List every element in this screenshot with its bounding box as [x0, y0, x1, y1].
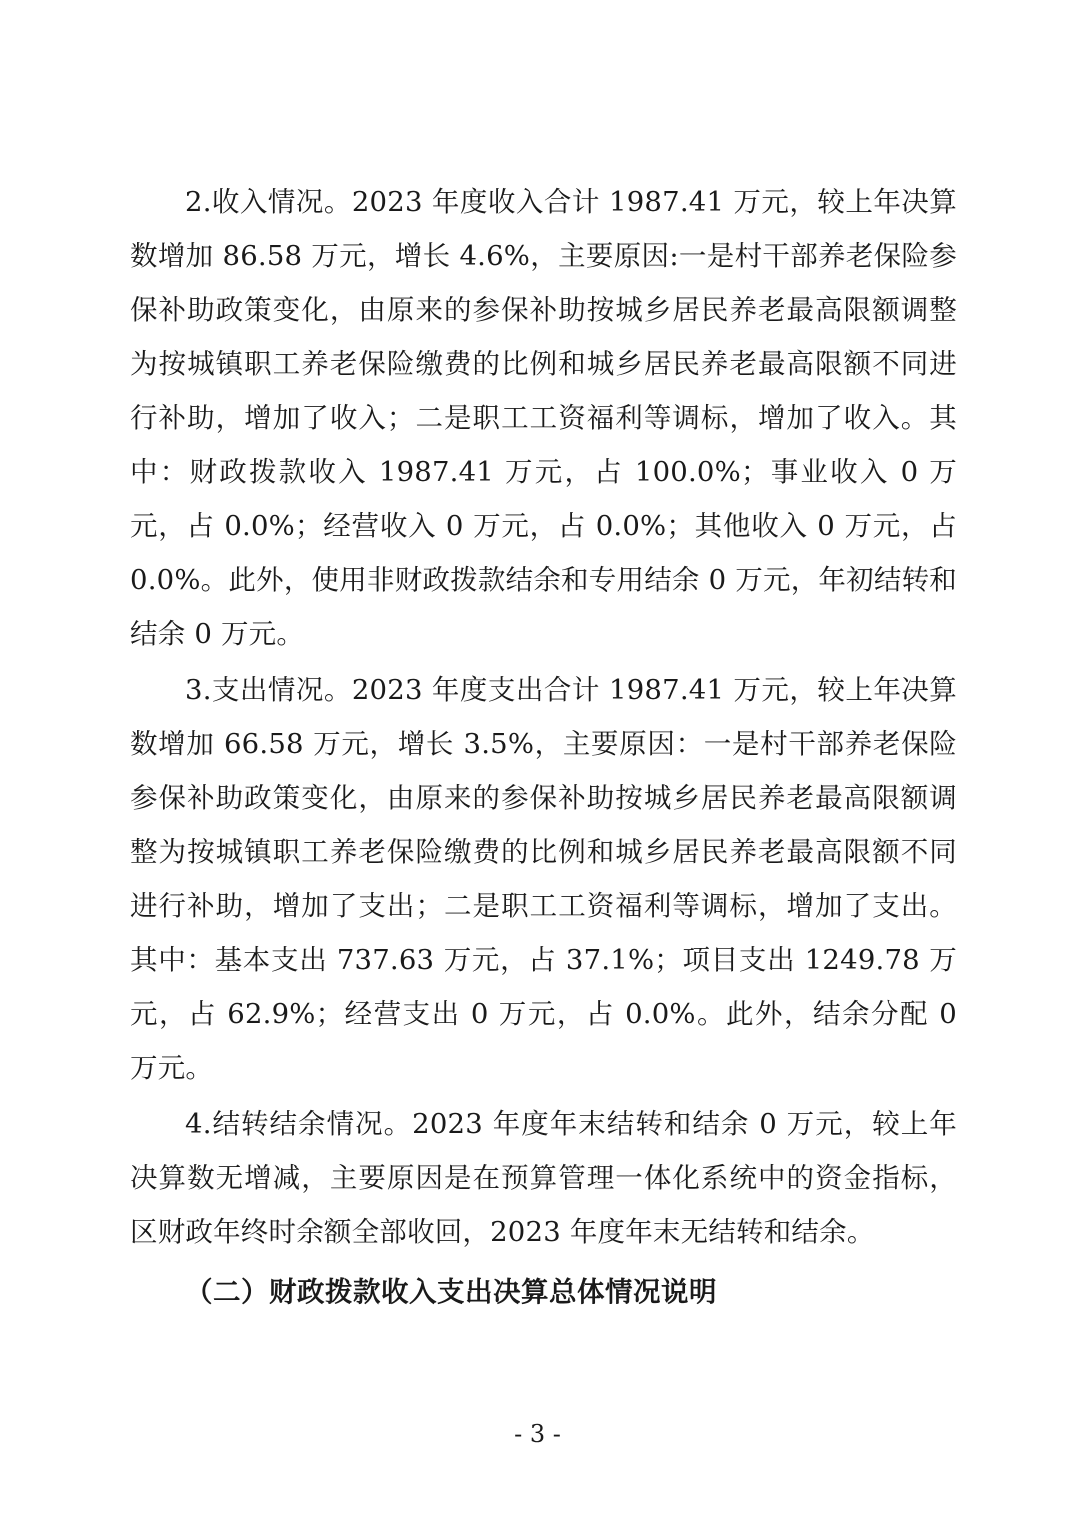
paragraph-income-situation: 2.收入情况。2023 年度收入合计 1987.41 万元，较上年决算数增加 86.58 万元，增长 4.6%，主要原因:一是村干部养老保险参保补助政策变化，由原来的参保补助按城乡居民养老最高限额调整为按城镇职工养老保险缴费的比例和城乡居民养老最高限额不同进行补助，增加了收入；二是职工工资福利等调标，增加了收入。其中：财政拨款收入 1987.41 万元，占 100.0%；事业收入 0 万元，占 0.0%；经营收入 0 万元，占 0.0%；其他收入 0 万元，占 0.0%。此外，使用非财政拨款结余和专用结余 0 万元，年初结转和结余 0 万元。	[130, 186, 957, 650]
document-body	[130, 175, 957, 1319]
paragraph-carryover-balance: 4.结转结余情况。2023 年度年末结转和结余 0 万元，较上年决算数无增减，主要原因是在预算管理一体化系统中的资金指标，区财政年终时余额全部收回，2023 年度年末无结转和结余。	[130, 1108, 957, 1248]
page-number: - 3 -	[514, 1420, 561, 1448]
section-heading-financial-allocation: （二）财政拨款收入支出决算总体情况说明	[185, 1276, 717, 1308]
paragraph-expenditure-situation: 3.支出情况。2023 年度支出合计 1987.41 万元，较上年决算数增加 66.58 万元，增长 3.5%，主要原因：一是村干部养老保险参保补助政策变化，由原来的参保补助按城乡居民养老最高限额调整为按城镇职工养老保险缴费的比例和城乡居民养老最高限额不同进行补助，增加了支出；二是职工工资福利等调标，增加了支出。其中：基本支出 737.63 万元，占 37.1%；项目支出 1249.78 万元，占 62.9%；经营支出 0 万元，占 0.0%。此外，结余分配 0 万元。	[130, 674, 957, 1084]
